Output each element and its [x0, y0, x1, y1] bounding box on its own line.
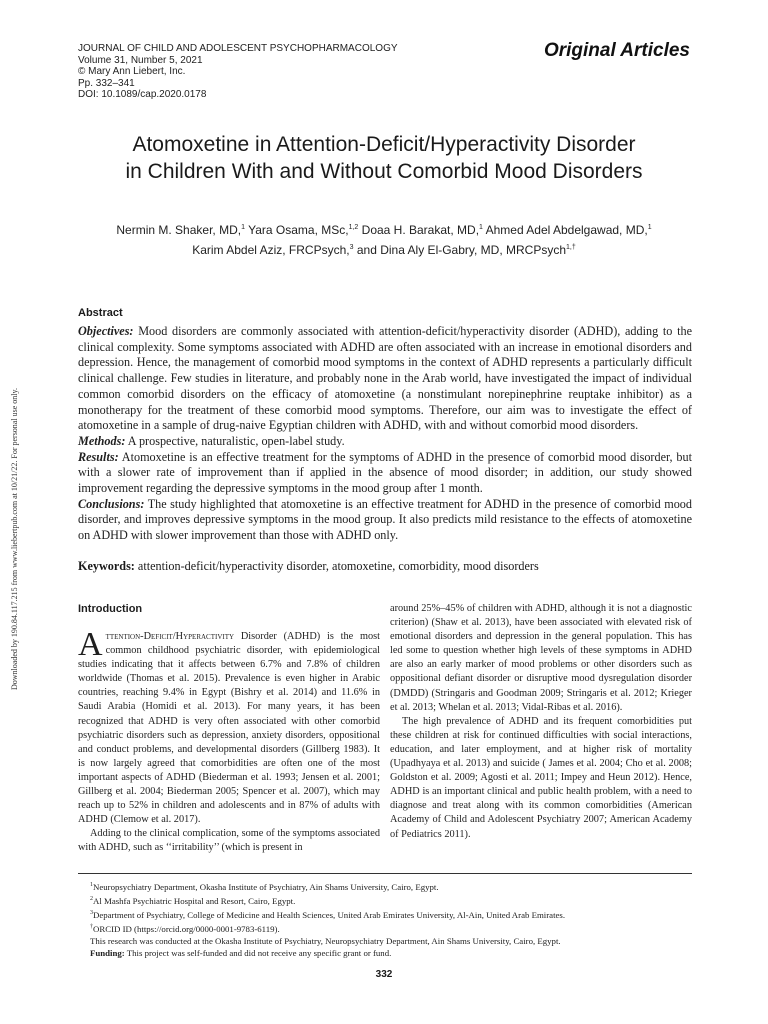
page-number: 332 — [375, 969, 393, 980]
results-label: Results: — [78, 449, 119, 464]
footnote-text: Neuropsychiatry Department, Okasha Institute of Psychiatry, Ain Shams University, Cairo, Egypt. — [93, 881, 439, 892]
affiliation-marker: 1 — [647, 224, 652, 231]
journal-header — [78, 43, 398, 101]
journal-volume: Volume 31, Number 5, 2021 — [78, 54, 203, 66]
keywords-text: attention-deficit/hyperactivity disorder, atomoxetine, comorbidity, mood disorders — [134, 559, 539, 573]
footnote-divider — [78, 873, 692, 874]
download-notice: Downloaded by 190.84.117.215 from www.liebertpub.com at 10/21/22. For personal use only. — [10, 388, 19, 690]
footnote-1 — [90, 879, 690, 893]
objectives-text: Mood disorders are commonly associated with attention-deficit/hyperactivity disorder (ADHD), adding to the clinical complexity. Some symptoms associated with ADHD are often associated with an increase in emotional disorders and depression. Hence, the management of comorbid mood symptoms in the context of ADHD represents a particularly difficult clinical challenge. Few studies in literature, and probably none in the Arab world, have investigated the impact of individual common comorbid disorders on the efficacy of atomoxetine (a nonstimulant norepinephrine reuptake inhibitor) as a monotherapy for the treatment of these comorbid mood symptoms. Therefore, our aim was to investigate the effect of atomoxetine in a sample of drug-naive Egyptian children with ADHD, with and without comorbid mood disorders. — [78, 324, 692, 433]
footnote-marker: † — [90, 924, 93, 931]
footnotes — [90, 879, 690, 959]
drop-cap-smallcaps: ttention-Deficit/Hyperactivity — [105, 631, 235, 642]
author-name: Karim Abdel Aziz, FRCPsych, — [192, 243, 350, 257]
author-name: and Dina Aly El-Gabry, MD, MRCPsych — [353, 243, 567, 257]
affiliation-marker: 3 — [349, 244, 354, 251]
keywords — [78, 559, 692, 575]
funding-note — [90, 947, 690, 959]
affiliation-marker: 1 — [479, 224, 483, 231]
footnote-marker: 1 — [90, 882, 93, 888]
footnote-3 — [90, 907, 690, 921]
intro-paragraph-1-text: Disorder (ADHD) is the most common childhood psychiatric disorder, with epidemiological studies indicating that it affects between 6.7% and 7.8% of children worldwide (Thomas et al. 2015). Prevalence is even higher in Arabic countries, reaching 9.4% in Egypt (Bishry et al. 2014) and 11.6% in Saudi Arabia (Homidi et al. 2013). For many years, it has been recognized that ADHD is very often associated with other comorbid psychiatric disorders such as depression, anxiety disorders, oppositional and conduct problems, and developmental disorders (Gillberg 1983). It is now largely agreed that comorbidities are often one of the most important aspects of ADHD (Biederman et al. 1993; Jensen et al. 2001; Gillberg et al. 2004; Biederman 2005; Spencer et al. 2007), which may reach up to 52% in children and adolescents and in 87% of adults with ADHD (Clemow et al. 2017). — [78, 631, 380, 826]
abstract-objectives — [78, 324, 692, 434]
title-line-1: Atomoxetine in Attention-Deficit/Hyperactivity Disorder — [132, 133, 636, 156]
affiliation-marker: 1 — [241, 224, 245, 231]
abstract-results — [78, 450, 692, 497]
author-name: Doaa H. Barakat, MD, — [358, 223, 480, 237]
journal-pages: Pp. 332–341 — [78, 77, 135, 89]
footnote-marker: 3 — [90, 910, 93, 917]
body-column-left — [78, 602, 380, 856]
author-name: Yara Osama, MSc, — [244, 223, 349, 237]
author-line-2 — [40, 239, 728, 259]
footnote-4 — [90, 921, 690, 935]
title-line-2: in Children With and Without Comorbid Mood Disorders — [125, 160, 643, 183]
journal-copyright: © Mary Ann Liebert, Inc. — [78, 66, 186, 77]
abstract-methods — [78, 434, 692, 450]
methods-text: A prospective, naturalistic, open-label study. — [125, 433, 345, 448]
results-text: Atomoxetine is an effective treatment for the symptoms of ADHD in the presence of comorbid mood disorder, but with a slower rate of improvement than if applied in the absence of mood disorder; in addition, our study showed improvement regarding the depressive symptoms in the mood group after 1 month. — [78, 449, 692, 496]
journal-doi: DOI: 10.1089/cap.2020.0178 — [78, 89, 207, 100]
affiliation-marker: 1,2 — [348, 224, 359, 231]
author-list — [40, 219, 728, 259]
footnote-text: Department of Psychiatry, College of Medicine and Health Sciences, United Arab Emirates University, Al-Ain, United Arab Emirates. — [93, 909, 566, 920]
footnote-text: Al Mashfa Psychiatric Hospital and Resort, Cairo, Egypt. — [93, 895, 296, 906]
introduction-heading: Introduction — [78, 603, 143, 615]
footnote-text: ORCID ID (https://orcid.org/0000-0001-9783-6119). — [93, 923, 280, 934]
funding-text: This project was self-funded and did not receive any specific grant or fund. — [124, 948, 392, 959]
keywords-label: Keywords: — [78, 559, 135, 573]
author-line-1 — [40, 219, 728, 239]
conclusions-label: Conclusions: — [78, 496, 145, 511]
author-name: Nermin M. Shaker, MD, — [116, 223, 242, 237]
intro-paragraph-1 — [78, 626, 380, 827]
methods-label: Methods: — [78, 433, 126, 448]
conclusions-text: The study highlighted that atomoxetine is an effective treatment for ADHD in the presence of comorbid mood disorder, and improves depressive symptoms in the mood group. It also predicts mild resistance to the effects of atomoxetine on ADHD with slower improvement than those with ADHD only. — [78, 496, 692, 543]
affiliation-marker: 1,† — [566, 244, 576, 251]
author-name: Ahmed Adel Abdelgawad, MD, — [482, 223, 648, 237]
footnote-marker: 2 — [90, 896, 93, 903]
objectives-label: Objectives: — [78, 324, 134, 338]
body-column-right — [390, 602, 692, 842]
abstract-heading: Abstract — [78, 307, 123, 319]
article-title — [40, 131, 728, 185]
abstract-conclusions — [78, 497, 692, 544]
abstract-body — [78, 324, 692, 544]
footnote-2 — [90, 893, 690, 907]
section-label: Original Articles — [543, 40, 690, 61]
intro-paragraph-3: around 25%–45% of children with ADHD, although it is not a diagnostic criterion) (Shaw et al. 2013), have been associated with elevated risk of emotional disorders and depression in the general population. This has led some to question whether high levels of these symptoms in ADHD are also an early marker of mood problems or other disorders such as oppositional defiant disorder or disruptive mood dysregulation disorder (DMDD) (Stringaris and Goodman 2009; Stringaris et al. 2012; Krieger et al. 2013; Whelan et al. 2013; Vidal-Ribas et al. 2016). — [390, 603, 692, 713]
funding-label: Funding: — [90, 948, 125, 959]
footnote-5: This research was conducted at the Okasha Institute of Psychiatry, Neuropsychiatry Department, Ain Shams University, Cairo, Egypt. — [90, 936, 561, 947]
intro-paragraph-2: Adding to the clinical complication, some of the symptoms associated with ADHD, such as ‘‘irritability’’ (which is present in — [78, 828, 380, 854]
journal-name: JOURNAL OF CHILD AND ADOLESCENT PSYCHOPHARMACOLOGY — [78, 43, 398, 54]
intro-paragraph-4: The high prevalence of ADHD and its frequent comorbidities put these children at risk for continued difficulties with social interactions, education, and later employment, and at higher risk of mortality (Upadhyaya et al. 2013) and suicide ( James et al. 2004; Cho et al. 2008; Goldston et al. 2009; Agosti et al. 2011; Impey and Heun 2012). Hence, ADHD is an important clinical and public health problem, with a need to diagnose and treat along with its common comorbidities (American Academy of Child and Adolescent Psychiatry 2007; American Academy of Pediatrics 2011). — [390, 715, 692, 840]
drop-cap: A — [78, 626, 103, 663]
